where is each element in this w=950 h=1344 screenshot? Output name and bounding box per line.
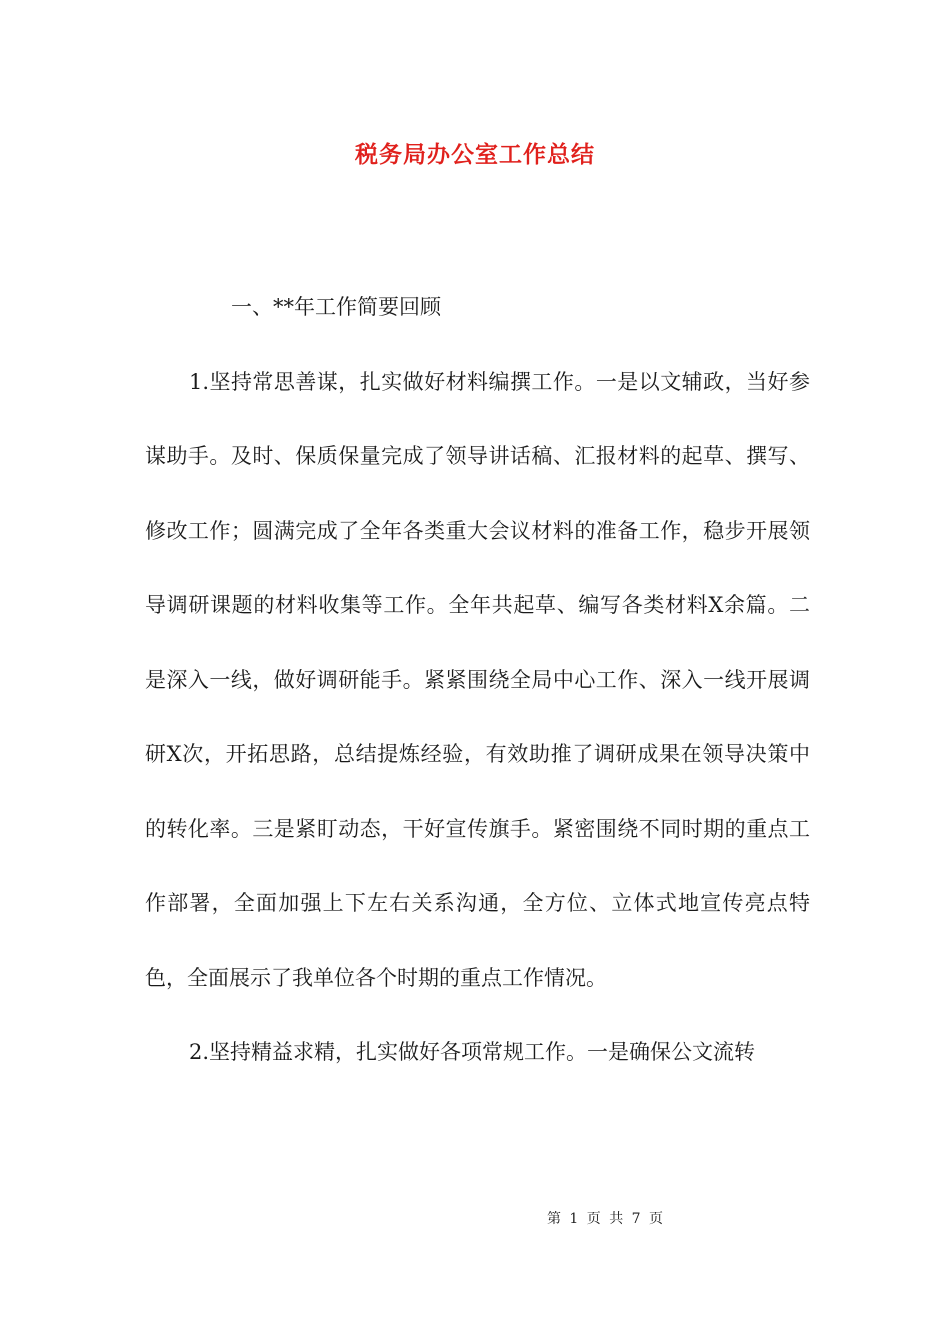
document-body <box>145 270 810 1090</box>
section-heading: 一、**年工作简要回顾 <box>231 295 441 319</box>
paragraph-1: 1.坚持常思善谋，扎实做好材料编撰工作。一是以文辅政，当好参谋助手。及时、保质保量完成了领导讲话稿、汇报材料的起草、撰写、修改工作；圆满完成了全年各类重大会议材料的准备工作，稳步开展领导调研课题的材料收集等工作。全年共起草、编写各类材料X余篇。二是深入一线，做好调研能手。紧紧围绕全局中心工作、深入一线开展调研X次，开拓思路，总结提炼经验，有效助推了调研成果在领导决策中的转化率。三是紧盯动态，干好宣传旗手。紧密围绕不同时期的重点工作部署，全面加强上下左右关系沟通，全方位、立体式地宣传亮点特色，全面展示了我单位各个时期的重点工作情况。 <box>145 369 810 990</box>
page-number-footer: 第 1 页 共 7 页 <box>546 1211 664 1227</box>
paragraph-2: 2.坚持精益求精，扎实做好各项常规工作。一是确保公文流转 <box>189 1040 756 1064</box>
document-title: 税务局办公室工作总结 <box>355 142 595 168</box>
